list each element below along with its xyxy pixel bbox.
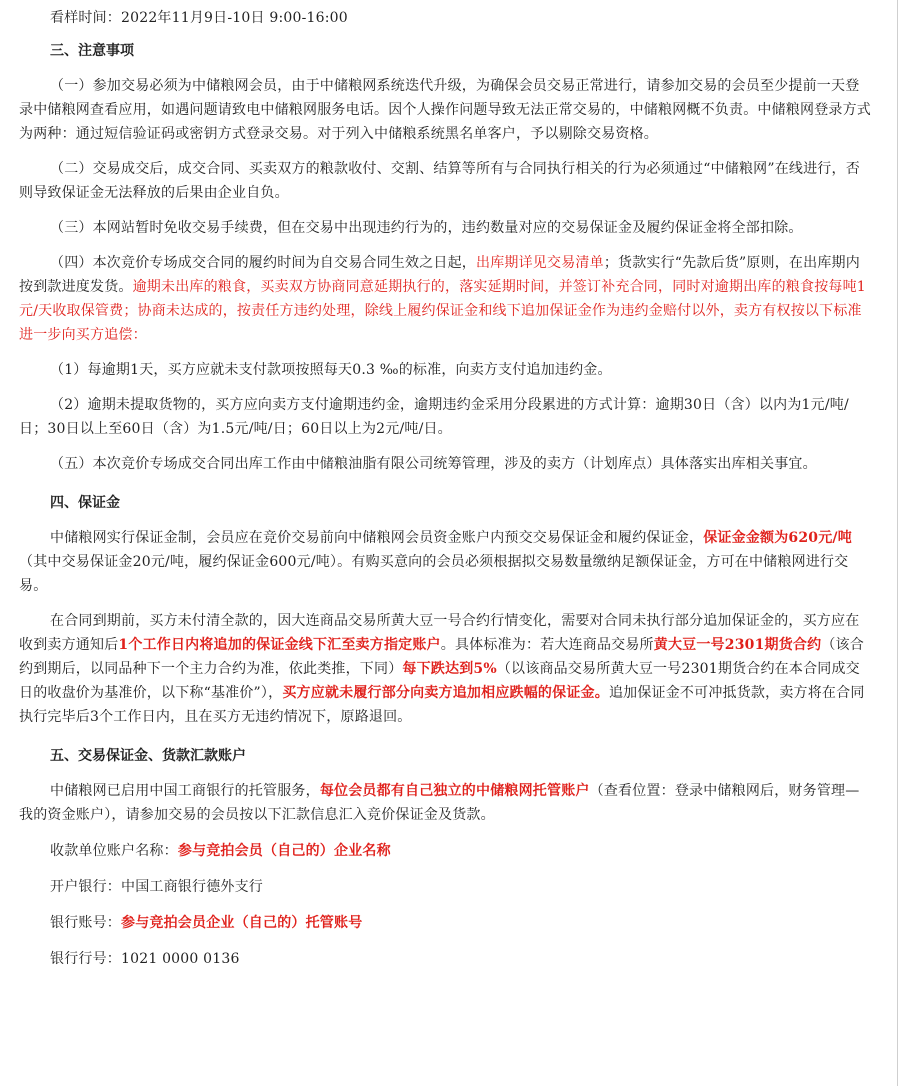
p4-highlight-outbound-period: 出库期详见交易清单	[476, 255, 604, 271]
p4-highlight-overdue-terms: 逾期未出库的粮食，买卖双方协商同意延期执行的，落实延期时间，并签订补充合同，同时对逾期出库的粮食按每吨1元/天收取保管费；协商未达成的，按责任方违约处理，除线上履约保证金和线下追加保证金作为违约金赔付以外，卖方有权按以下标准进一步向买方追偿：	[19, 279, 866, 343]
section-3-paragraph-6: （2）逾期未提取货物的，买方应向卖方支付逾期违约金，逾期违约金采用分段累进的方式计算：逾期30日（含）以内为1元/吨/日；30日以上至60日（含）为1.5元/吨/日；60日以上为2元/吨/日。	[19, 397, 849, 437]
p4-text-b: ；货款实行“先款后货”原则，在出库期内按到款进度发货。	[19, 255, 860, 295]
s4p1-text-b: （其中交易保证金20元/吨，履约保证金600元/吨）。有购买意向的会员必须根据拟交易数量缴纳足额保证金，方可在中储粮网进行交易。	[19, 554, 849, 594]
p4-text-a: （四）本次竞价专场成交合同的履约时间为自交易合同生效之日起，	[50, 255, 476, 271]
viewing-time: 看样时间：2022年11月9日-10日 9:00-16:00	[50, 10, 348, 26]
s4p2-highlight-buyer-obligation: 买方应就未履行部分向卖方追加相应跌幅的保证金。	[282, 685, 609, 701]
bank-value: 中国工商银行德外支行	[121, 879, 263, 895]
s4p2-text-c: （该合约到期后，以同品种下一个主力合约为准，依此类推，下同）	[19, 637, 864, 677]
account-label: 银行账号：	[50, 915, 121, 931]
bank-code-label: 银行行号：	[50, 951, 121, 967]
section-3-paragraph-4	[19, 251, 871, 347]
s5p1-text-b: （查看位置：登录中储粮网后，财务管理—我的资金账户），请参加交易的会员按以下汇款信息汇入竞价保证金及货款。	[19, 783, 860, 823]
document-content	[19, 6, 871, 971]
s4p2-text-b: 。具体标准为：若大连商品交易所	[440, 637, 654, 653]
bank-line	[19, 875, 871, 899]
account-line	[19, 911, 871, 935]
s4p1-highlight-deposit-amount: 保证金金额为620元/吨	[703, 530, 852, 546]
payee-line	[19, 839, 871, 863]
s5p1-highlight-custody-account: 每位会员都有自己独立的中储粮网托管账户	[319, 783, 590, 799]
bank-label: 开户银行：	[50, 879, 121, 895]
section-5-heading: 五、交易保证金、货款汇款账户	[50, 748, 246, 764]
s4p2-highlight-remit-deadline: 1个工作日内将追加的保证金线下汇至卖方指定账户	[118, 637, 441, 653]
payee-value: 参与竞拍会员（自己的）企业名称	[177, 843, 391, 859]
account-value: 参与竞拍会员企业（自己的）托管账号	[121, 915, 363, 931]
section-3-paragraph-3: （三）本网站暂时免收交易手续费，但在交易中出现违约行为的，违约数量对应的交易保证金及履约保证金将全部扣除。	[50, 220, 803, 236]
s4p2-highlight-contract: 黄大豆一号2301期货合约	[653, 637, 822, 653]
section-4-paragraph-2	[19, 609, 871, 729]
section-4-heading: 四、保证金	[50, 495, 120, 511]
section-3-heading: 三、注意事项	[50, 43, 134, 59]
s4p1-text-a: 中储粮网实行保证金制，会员应在竞价交易前向中储粮网会员资金账户内预交交易保证金和履约保证金，	[50, 530, 704, 546]
s4p2-highlight-drop-threshold: 每下跌达到5%	[402, 661, 497, 677]
section-3-paragraph-2: （二）交易成交后，成交合同、买卖双方的粮款收付、交割、结算等所有与合同执行相关的行为必须通过“中储粮网”在线进行，否则导致保证金无法释放的后果由企业自负。	[19, 161, 860, 201]
bank-code-value: 1021 0000 0136	[121, 951, 240, 967]
payee-label: 收款单位账户名称：	[50, 843, 178, 859]
s4p2-text-e: 追加保证金不可冲抵货款，卖方将在合同执行完毕后3个工作日内，且在买方无违约情况下，原路退回。	[19, 685, 865, 725]
section-3-paragraph-5: （1）每逾期1天，买方应就未支付款项按照每天0.3 ‰的标准，向卖方支付追加违约金。	[50, 362, 612, 378]
section-3-paragraph-7: （五）本次竞价专场成交合同出库工作由中储粮油脂有限公司统筹管理，涉及的卖方（计划库点）具体落实出库相关事宜。	[50, 456, 817, 472]
s4p2-text-a: 在合同到期前，买方未付清全款的，因大连商品交易所黄大豆一号合约行情变化，需要对合同未执行部分追加保证金的，买方应在收到卖方通知后	[19, 613, 860, 653]
section-5-paragraph-1	[19, 779, 871, 827]
section-3-paragraph-1: （一）参加交易必须为中储粮网会员，由于中储粮网系统迭代升级，为确保会员交易正常进行，请参加交易的会员至少提前一天登录中储粮网查看应用，如遇问题请致电中储粮网服务电话。因个人操作问题导致无法正常交易的，中储粮网概不负责。中储粮网登录方式为两种：通过短信验证码或密钥方式登录交易。对于列入中储粮系统黑名单客户，予以剔除交易资格。	[19, 78, 871, 142]
section-4-paragraph-1	[19, 526, 871, 598]
bank-code-line	[19, 947, 871, 971]
s5p1-text-a: 中储粮网已启用中国工商银行的托管服务，	[50, 783, 320, 799]
s4p2-text-d: （以该商品交易所黄大豆一号2301期货合约在本合同成交日的收盘价为基准价，以下称“基准价”），	[19, 661, 860, 701]
